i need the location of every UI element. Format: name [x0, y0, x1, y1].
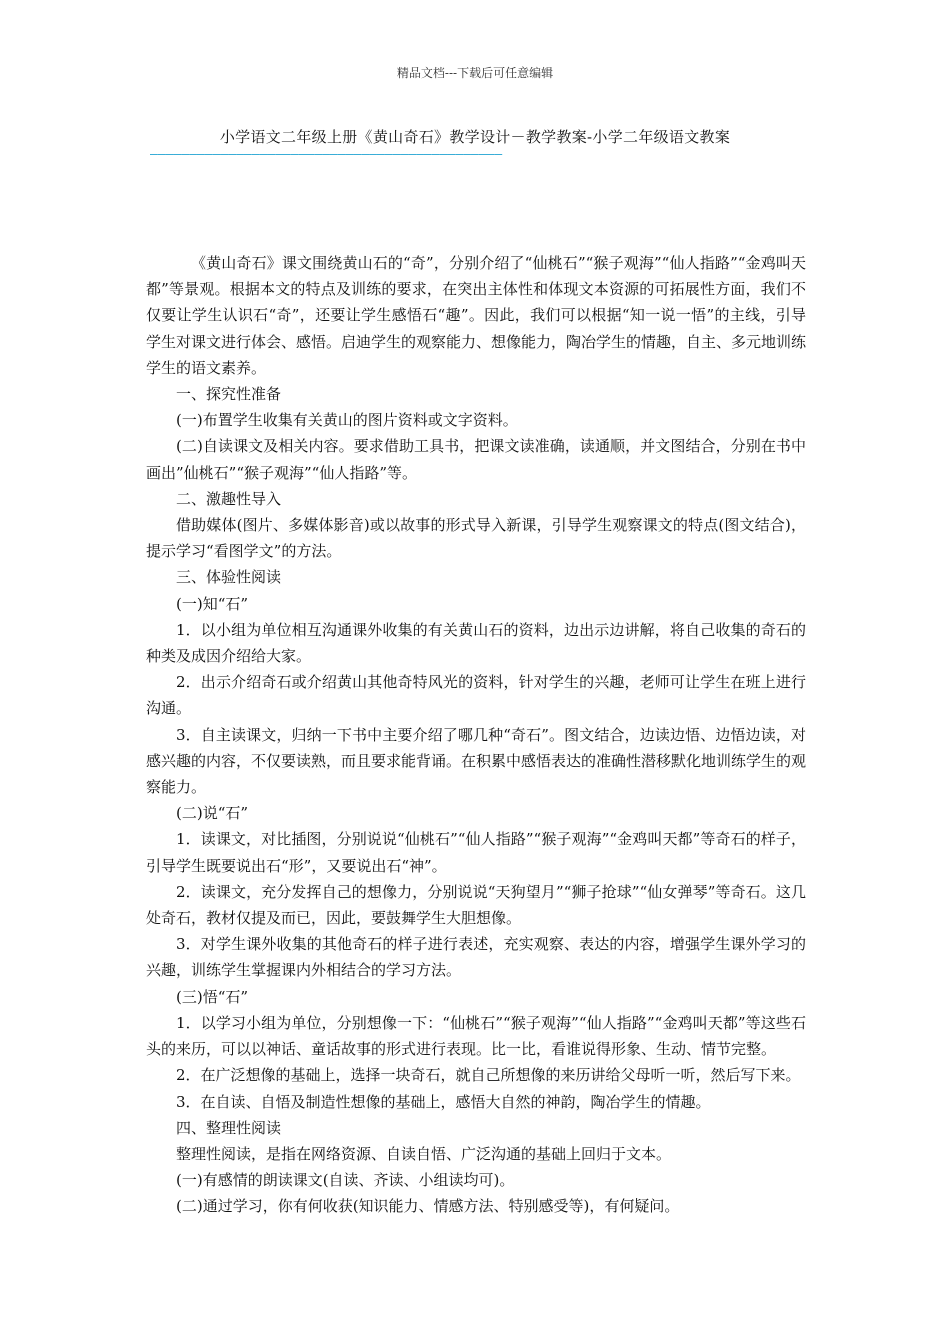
section-heading-1: 一、探究性准备 [176, 385, 282, 404]
section-heading-4: 四、整理性阅读 [176, 1118, 282, 1137]
section-heading-3: 三、体验性阅读 [176, 568, 282, 587]
paragraph: 3．自主读课文，归纳一下书中主要介绍了哪几种“奇石”。图文结合，边读边悟、边悟边读，对感兴趣的内容，不仅要读熟，而且要求能背诵。在积累中感悟表达的准确性潜移默化地训练学生的观察能力。 [146, 725, 807, 797]
paragraph: (二)通过学习，你有何收获(知识能力、情感方法、特别感受等)，有何疑问。 [176, 1197, 680, 1216]
paragraph: (二)自读课文及相关内容。要求借助工具书，把课文读准确，读通顺，并文图结合，分别在书中画出”仙桃石”“猴子观海”“仙人指路”等。 [146, 437, 806, 482]
paragraph: (一)有感情的朗读课文(自读、齐读、小组读均可)。 [176, 1171, 515, 1190]
section-heading-2: 二、激趣性导入 [176, 489, 282, 508]
paragraph: 3．对学生课外收集的其他奇石的样子进行表述，充实观察、表达的内容，增强学生课外学习的兴趣，训练学生掌握课内外相结合的学习方法。 [146, 935, 806, 980]
header-note: 精品文档---下载后可任意编辑 [396, 66, 554, 80]
paragraph: 整理性阅读，是指在网络资源、自读自悟、广泛沟通的基础上回归于文本。 [176, 1144, 672, 1163]
title-divider: ————————————————————————————————————————————— [150, 148, 503, 162]
paragraph: (一)布置学生收集有关黄山的图片资料或文字资料。 [176, 411, 518, 430]
subsection-heading: (三)悟“石” [176, 987, 249, 1006]
subsection-heading: (一)知“石” [176, 594, 249, 613]
paragraph: 2．出示介绍奇石或介绍黄山其他奇特风光的资料，针对学生的兴趣，老师可让学生在班上进行沟通。 [146, 673, 806, 718]
document-title: 小学语文二年级上册《黄山奇石》教学设计－教学教案-小学二年级语文教案 [219, 128, 731, 146]
document-body [146, 250, 806, 1220]
paragraph: 1．读课文，对比插图，分别说说“仙桃石”“仙人指路”“猴子观海”“金鸡叫天都”等奇石的样子，引导学生既要说出石“形”，又要说出石“神”。 [146, 830, 806, 875]
paragraph: 借助媒体(图片、多媒体影音)或以故事的形式导入新课，引导学生观察课文的特点(图文结合)，提示学习“看图学文”的方法。 [146, 516, 806, 561]
paragraph: 2．读课文，充分发挥自己的想像力，分别说说“天狗望月”“狮子抢球”“仙女弹琴”等奇石。这几处奇石，教材仅提及而已，因此，要鼓舞学生大胆想像。 [146, 882, 806, 928]
paragraph: 2．在广泛想像的基础上，选择一块奇石，就自己所想像的来历讲给父母听一听，然后写下来。 [176, 1066, 801, 1085]
paragraph: 1．以小组为单位相互沟通课外收集的有关黄山石的资料，边出示边讲解，将自己收集的奇石的种类及成因介绍给大家。 [146, 620, 806, 666]
paragraph: 1．以学习小组为单位，分别想像一下：“仙桃石”“猴子观海”“仙人指路”“金鸡叫天都”等这些石头的来历，可以以神话、童话故事的形式进行表现。比一比，看谁说得形象、生动、情节完整。 [146, 1013, 806, 1059]
subsection-heading: (二)说“石” [176, 804, 249, 823]
intro-paragraph: 《黄山奇石》课文围绕黄山石的“奇”，分别介绍了“仙桃石”“猴子观海”“仙人指路”“金鸡叫天都”等景观。根据本文的特点及训练的要求，在突出主体性和体现文本资源的可拓展性方面，我们不仅要让学生认识石“奇”，还要让学生感悟石“趣”。因此，我们可以根据“知一说一悟”的主线，引导学生对课文进行体会、感悟。启迪学生的观察能力、想像能力，陶冶学生的情趣，自主、多元地训练学生的语文素养。 [146, 254, 807, 377]
paragraph: 3．在自读、自悟及制造性想像的基础上，感悟大自然的神韵，陶冶学生的情趣。 [176, 1092, 711, 1111]
